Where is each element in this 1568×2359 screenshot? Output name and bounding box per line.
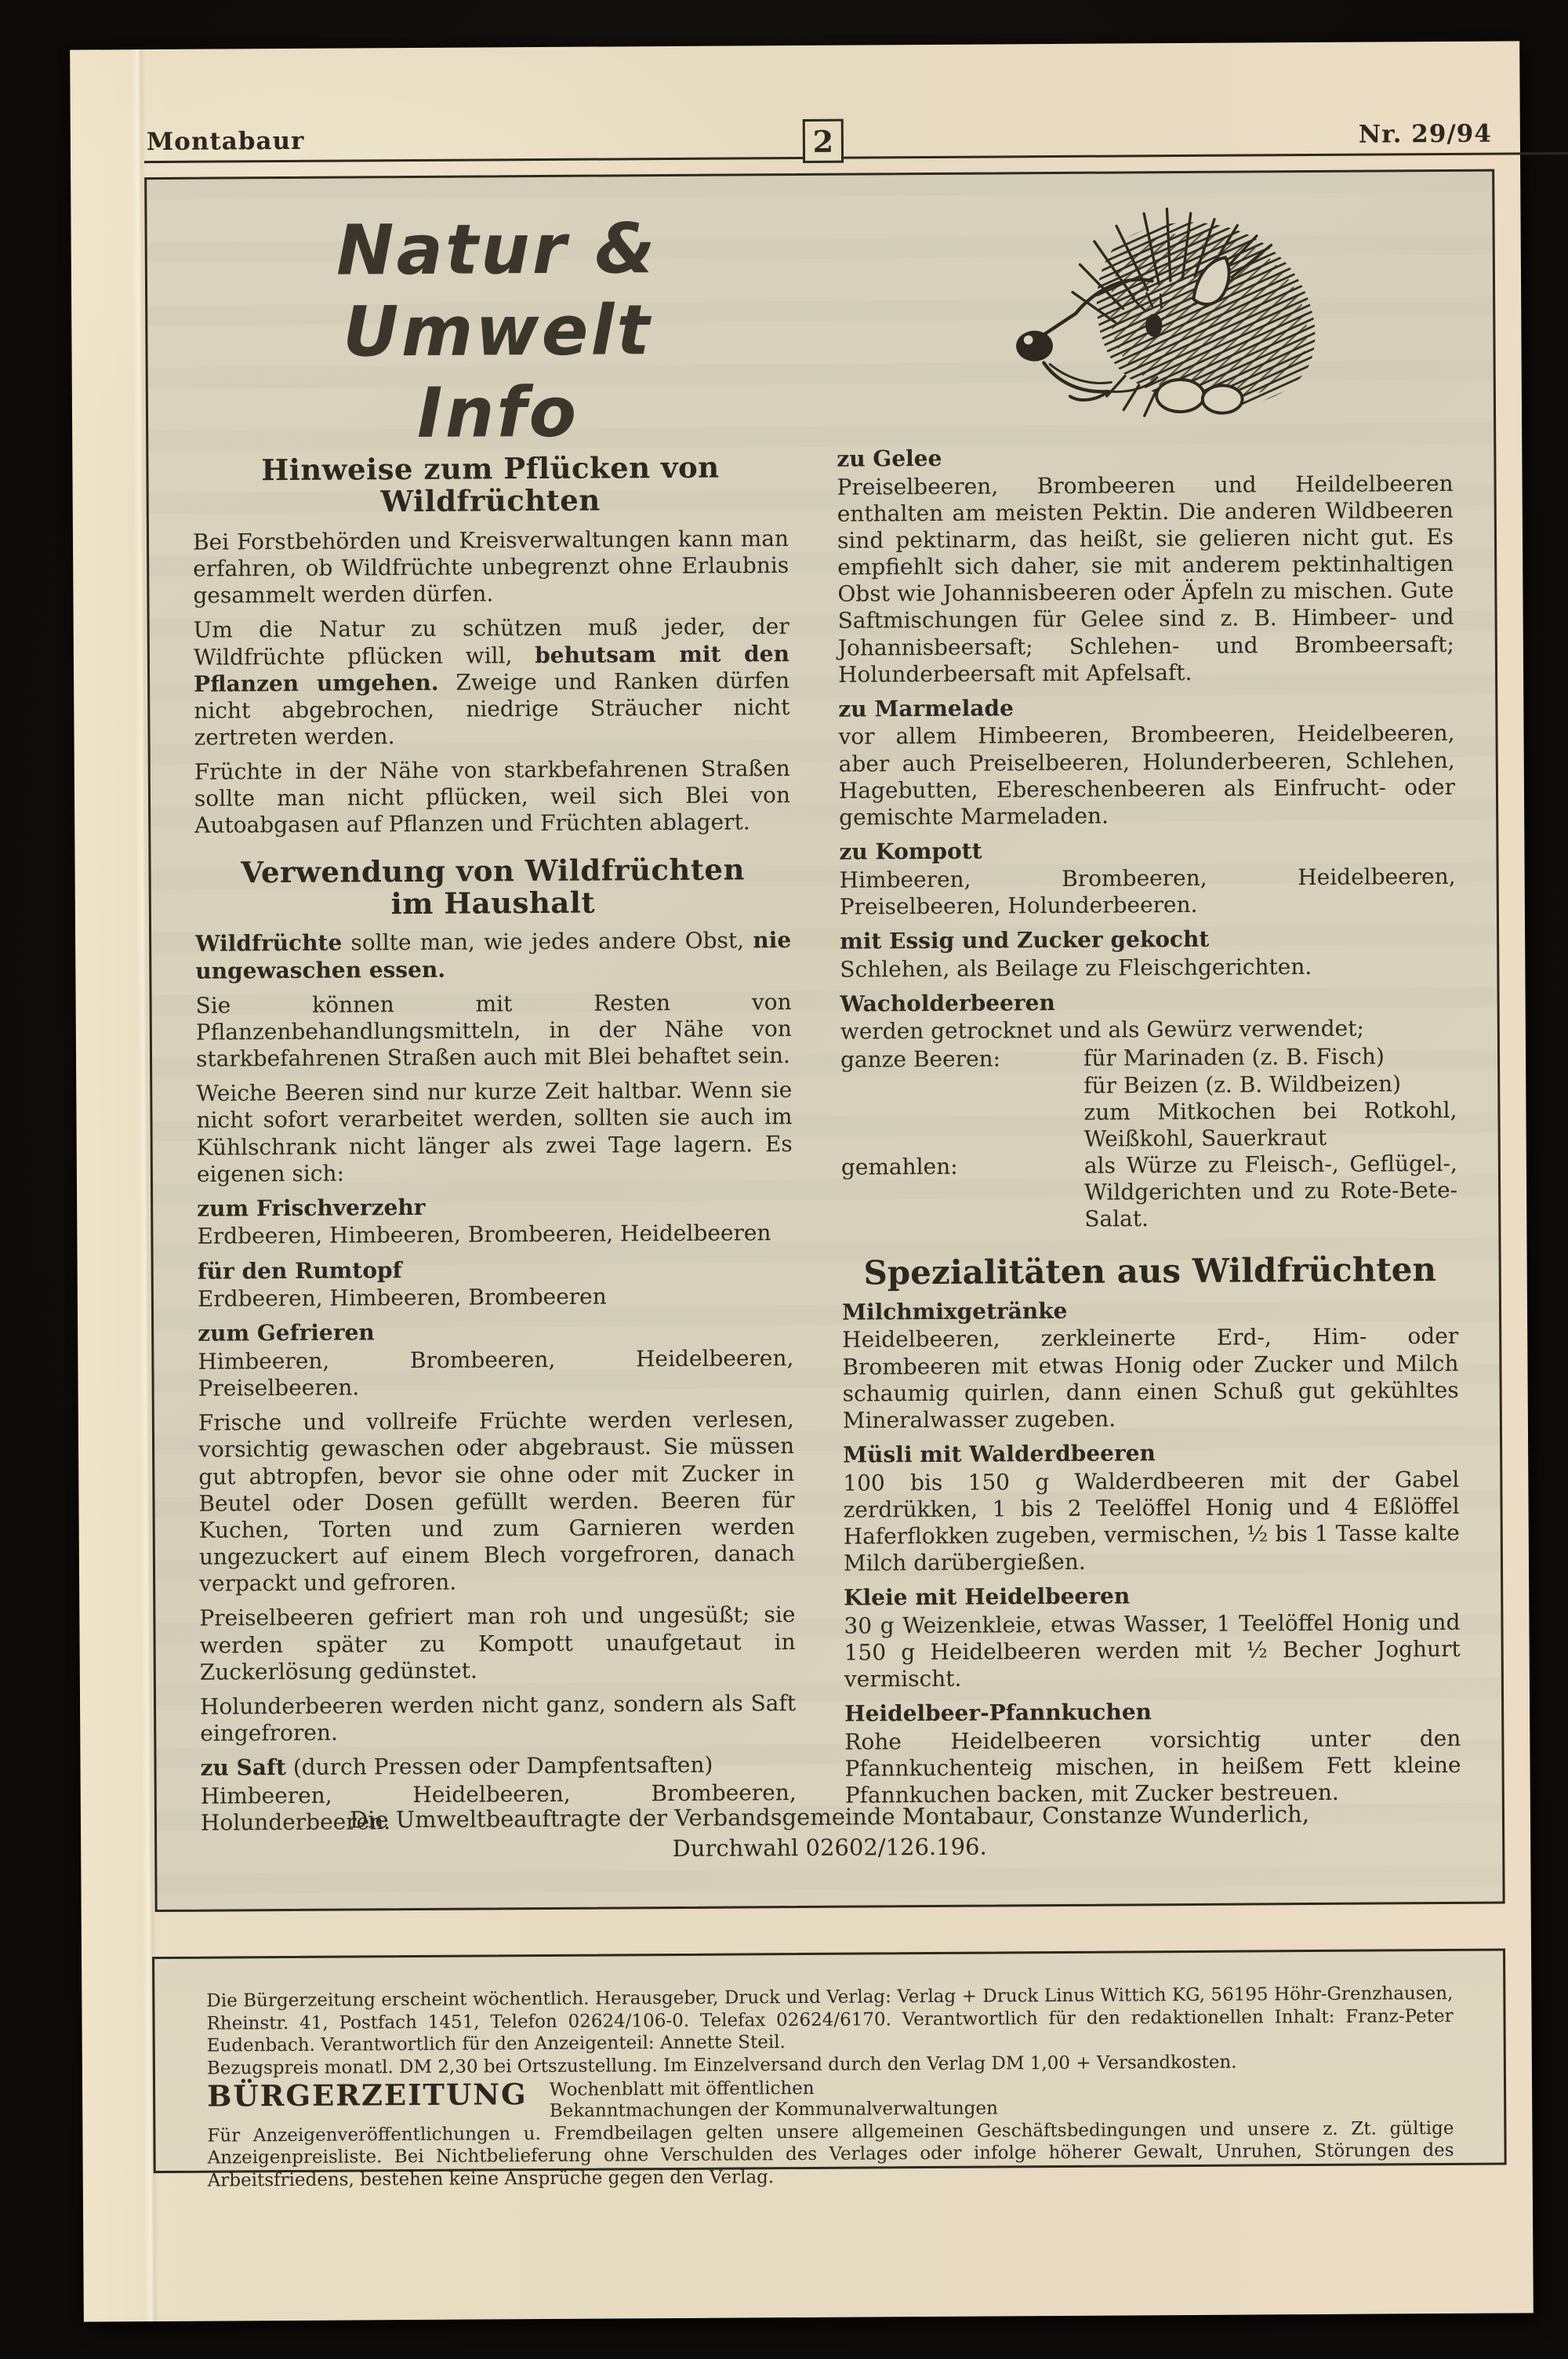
usage-table [840, 1043, 1457, 1234]
subsection-heading: Müsli mit Walderdbeeren [843, 1440, 1156, 1468]
imprint-paragraph: Für Anzeigenveröffentlichungen u. Fremdbeilagen gelten unsere allgemeinen Geschäftsbedingungen und unsere z. Zt. gültige Anzeigenpreisliste. Bei Nichtbelieferung ohne Verschulden des Verlages oder infolge höherer Gewalt, Unruhen, Störungen des Arbeitsfriedens, bestehen keine Ansprüche gegen den Verlag. [207, 2117, 1454, 2191]
usage-line: für Beizen (z. B. Wildbeizen) [1083, 1070, 1402, 1099]
usage-line: als Würze zu Fleisch-, Geflügel-, Wildgerichten und zu Rote-Bete-Salat. [1083, 1150, 1458, 1233]
subsection-heading: mit Essig und Zucker gekocht [840, 925, 1210, 954]
page-number: 2 [812, 123, 834, 159]
paragraph: Preiselbeeren, Brombeeren und Heildelbeeren enthalten am meisten Pektin. Die anderen Wildbeeren sind pektinarm, das heißt, sie gelieren nicht gut. Es empfiehlt sich daher, sie mit anderem pektinhaltigen Obst wie Johannisbeeren oder Äpfeln zu mischen. Gute Saftmischungen für Gelee sind z. B. Himbeer- und Johannisbeersaft; Schlehen- und Brombeersaft; Holunderbeersaft mit Apfelsaft. [837, 470, 1454, 688]
brand-subtitle [550, 2077, 998, 2121]
page-number-badge [803, 119, 844, 163]
paragraph-text: Um die Natur zu schützen muß jeder, der Wildfrüchte pflücken will, [193, 613, 789, 671]
paragraph: Weiche Beeren sind nur kurze Zeit haltbar. Wenn sie nicht sofort verarbeitet werden, sollten sie auch im Kühlschrank nicht länger als zwei Tage lagern. Es eigenen sich: [196, 1077, 793, 1187]
header-rule [144, 152, 1568, 163]
masthead-title-line1: Natur & Umwelt [336, 208, 658, 373]
paragraph: 100 bis 150 g Walderdbeeren mit der Gabel zerdrükken, 1 bis 2 Teelöffel Honig und 4 Eßlöffel Haferflokken zugeben, vermischen, ½ bis 1 Tasse kalte Milch darübergießen. [843, 1466, 1460, 1576]
header-issue-number: Nr. 29/94 [1358, 119, 1492, 149]
usage-label: gemahlen: [840, 1153, 958, 1180]
contact-line: Die Umweltbeauftragte der Verbandsgemeinde Montabaur, Constanze Wunderlich, [349, 1801, 1310, 1834]
subsection-heading: zum Gefrieren [198, 1319, 375, 1347]
subsection-heading: Heidelbeer-Pfannkuchen [844, 1699, 1152, 1727]
heading-line: Hinweise zum Pflücken von [261, 449, 720, 488]
paragraph: Frische und vollreife Früchte werden verlesen, vorsichtig gewaschen oder abgebraust. Sie müssen gut abtropfen, bevor sie ohne oder mit Zucker in Beutel oder Dosen gefüllt werden. Beeren für Kuchen, Torten und zum Garnieren werden ungezuckert auf einem Blech vorgefroren, danach verpackt und gefroren. [198, 1406, 795, 1597]
article-column-left [192, 446, 797, 1845]
paragraph: Himbeeren, Heidelbeeren, Brombeeren, Holunderbeeren. [200, 1779, 797, 1836]
paragraph [194, 613, 790, 751]
contact-phone: Durchwahl 02602/126.196. [672, 1833, 987, 1863]
section-heading-pfluecken [192, 451, 788, 520]
paragraph: Früchte in der Nähe von starkbefahrenen Straßen sollte man nicht pflücken, weil sich Blei von Autoabgasen auf Pflanzen und Früchten ablagert. [194, 755, 791, 839]
subsection-heading: zu Gelee [837, 445, 942, 472]
paragraph-bold: behutsam mit den Pflanzen umgehen. [194, 640, 789, 697]
paragraph: Bei Forstbehörden und Kreisverwaltungen kann man erfahren, ob Wildfrüchte unbegrenzt ohne Erlaubnis gesammelt werden dürfen. [192, 525, 789, 609]
header-municipality: Montabaur [146, 126, 305, 157]
newspaper-page [70, 41, 1534, 2321]
subsection-heading [200, 1751, 796, 1781]
subsection-title: zu Saft [200, 1754, 287, 1781]
brand-subtitle-line: Bekanntmachungen der Kommunalverwaltungen [549, 2097, 998, 2121]
section-heading-spezialitaeten: Spezialitäten aus Wildfrüchten [863, 1249, 1437, 1292]
content-frame [144, 169, 1504, 1912]
brand-subtitle-line: Wochenblatt mit öffentlichen [549, 2077, 815, 2101]
imprint-paragraph: Die Bürgerzeitung erscheint wöchentlich. Herausgeber, Druck und Verlag: Verlag + Druck Linus Wittich KG, 56195 Höhr-Grenzhausen, Rheinstr. 41, Postfach 1451, Telefon 02624/106-0. Telefax 02624/6170. Verantwortlich für den redaktionellen Inhalt: Franz-Peter Eudenbach. Verantwortlich für den Anzeigenteil: Annette Steil. [206, 1983, 1454, 2056]
subsection-heading: Milchmixgetränke [841, 1297, 1068, 1325]
paragraph: Himbeeren, Brombeeren, Heidelbeeren, Preiselbeeren, Holunderbeeren. [839, 863, 1456, 920]
paragraph: Heidelbeeren, zerkleinerte Erd-, Him- oder Brombeeren mit etwas Honig oder Zucker und Milch schaumig quirlen, dann einen Schuß gut gekühltes Mineralwasser zugeben. [842, 1323, 1459, 1434]
subsection-heading: für den Rumtopf [197, 1256, 402, 1285]
subsection-heading: Kleie mit Heidelbeeren [844, 1583, 1131, 1611]
paragraph: Sie können mit Resten von Pflanzenbehandlungsmitteln, in der Nähe von starkbefahrenen Straßen auch mit Blei behaftet sein. [195, 988, 792, 1072]
usage-values [1083, 1043, 1457, 1153]
article-column-right [837, 442, 1461, 1817]
subsection-suffix: (durch Pressen oder Dampfentsaften) [285, 1751, 713, 1781]
brand-logo: BÜRGERZEITUNG [206, 2077, 528, 2114]
subsection-heading: zum Frischverzehr [197, 1194, 426, 1222]
paragraph: Rohe Heidelbeeren vorsichtig unter den Pfannkuchenteig mischen, in heißem Fett kleine Pfannkuchen backen, mit Zucker bestreuen. [844, 1725, 1461, 1808]
paragraph: werden getrocknet und als Gewürz verwendet; [840, 1015, 1364, 1045]
usage-line: für Marinaden (z. B. Fisch) [1083, 1043, 1385, 1072]
paragraph [195, 928, 791, 985]
heading-line: Verwendung von Wildfrüchten [241, 852, 746, 889]
usage-values [1084, 1150, 1458, 1233]
paragraph: Erdbeeren, Himbeeren, Brombeeren, Heidelbeeren [197, 1219, 771, 1250]
contact-note [157, 1798, 1502, 1868]
paragraph: Schlehen, als Beilage zu Fleischgerichten. [840, 953, 1312, 983]
paragraph-text: Zweige und Ranken dürfen nicht abgebrochen, niedrige Sträucher nicht zertreten werden. [194, 667, 790, 751]
paragraph: 30 g Weizenkleie, etwas Wasser, 1 Teelöffel Honig und 150 g Heidelbeeren werden mit ½ Becher Joghurt vermischt. [844, 1608, 1461, 1692]
masthead-title-line2: Info [416, 371, 579, 453]
imprint-brand-row [207, 2074, 1454, 2124]
masthead-title [178, 207, 816, 455]
paragraph: vor allem Himbeeren, Brombeeren, Heidelbeeren, aber auch Preiselbeeren, Holunderbeeren, Schlehen, Hagebutten, Ebereschenbeeren als Einfrucht- oder gemischte Marmeladen. [838, 720, 1456, 831]
paragraph-bold: nie ungewaschen essen. [195, 927, 792, 984]
usage-label: ganze Beeren: [840, 1045, 1001, 1074]
subsection-heading: zu Marmelade [838, 695, 1014, 722]
heading-line: Wildfrüchten [380, 482, 601, 519]
hedgehog-illustration [1001, 194, 1332, 432]
section-heading-verwendung [194, 853, 790, 922]
subsection-heading: zu Kompott [839, 838, 982, 865]
imprint-paragraph: Bezugspreis monatl. DM 2,30 bei Ortszustellung. Im Einzelversand durch den Verlag DM 1,00 + Versandkosten. [206, 2052, 1237, 2079]
paragraph: Erdbeeren, Himbeeren, Brombeeren [197, 1283, 607, 1312]
subsection-heading: Wacholderbeeren [840, 989, 1055, 1017]
paragraph-text: sollte man, wie jedes andere Obst, [342, 927, 753, 957]
imprint-box [152, 1949, 1507, 2191]
paragraph-bold: Wildfrüchte [195, 930, 343, 958]
heading-line: im Haushalt [390, 885, 596, 921]
usage-line: zum Mitkochen bei Rotkohl, Weißkohl, Sauerkraut [1083, 1096, 1457, 1152]
paragraph: Himbeeren, Brombeeren, Heidelbeeren, Preiselbeeren. [198, 1345, 794, 1401]
paragraph: Preiselbeeren gefriert man roh und ungesüßt; sie werden später zu Kompott unaufgetaut in Zuckerlösung gedünstet. [199, 1601, 796, 1685]
paragraph: Holunderbeeren werden nicht ganz, sondern als Saft eingefroren. [199, 1689, 797, 1747]
